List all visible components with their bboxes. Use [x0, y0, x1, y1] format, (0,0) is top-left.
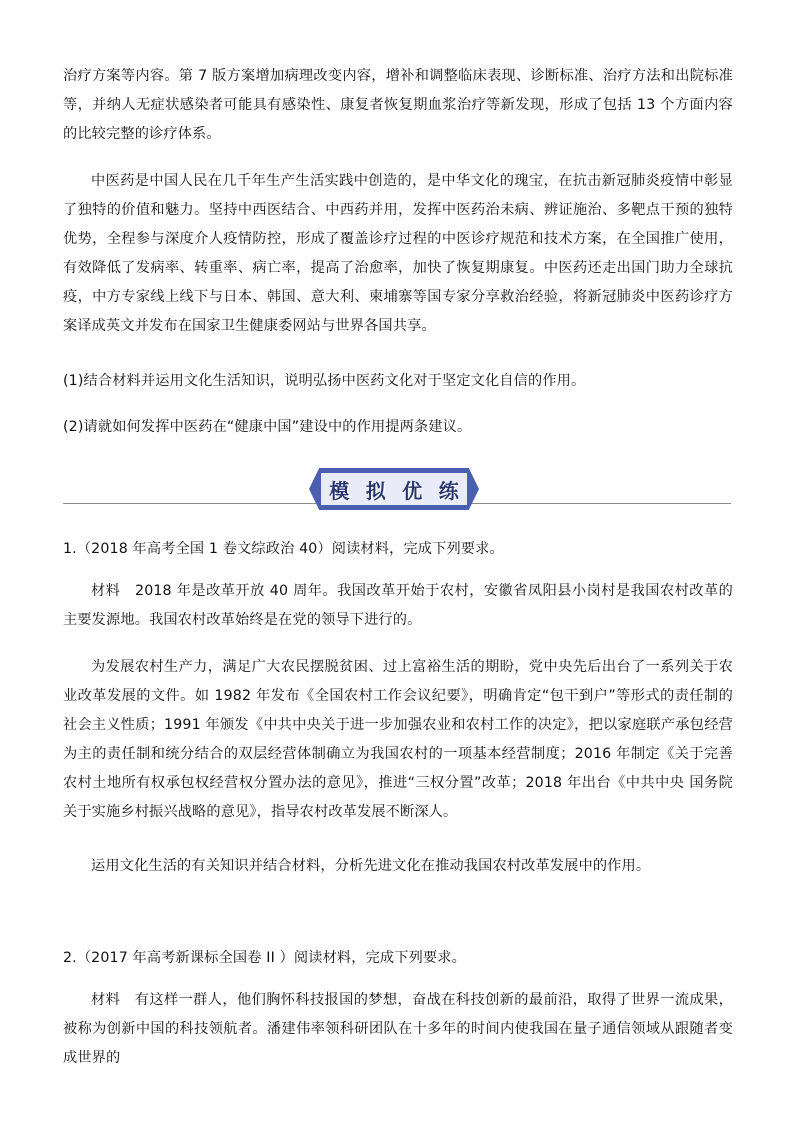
practice-item-1-task: 运用文化生活的有关知识并结合材料，分析先进文化在推动我国农村改革发展中的作用。: [91, 858, 651, 874]
paragraph-continuation: 治疗方案等内容。第 7 版方案增加病理改变内容，增补和调整临床表现、诊断标准、治疗方法和出院标准等，并纳人无症状感染者可能具有感染性、康复者恢复期血浆治疗等新发现，形成了包括 13 个方面内容的比较完整的诊疗体系。: [63, 68, 733, 142]
banner-char-4: 练: [438, 478, 459, 503]
banner-char-1: 模: [329, 478, 350, 503]
banner-char-3: 优: [402, 478, 423, 503]
question-2: (2)请就如何发挥中医药在“健康中国”建设中的作用提两条建议。: [63, 419, 472, 435]
practice-item-2-source: 2.（2017 年高考新课标全国卷 II ）阅读材料，完成下列要求。: [63, 950, 466, 966]
practice-item-2-material-1: 材料 有这样一群人，他们胸怀科技报国的梦想，奋战在科技创新的最前沿，取得了世界一流成果，被称为创新中国的科技领航者。潘建伟率领科研团队在十多年的时间内使我国在量子通信领域从跟随者变成世界的: [63, 992, 733, 1066]
practice-item-1-material-1: 材料 2018 年是改革开放 40 周年。我国改革开始于农村，安徽省凤阳县小岗村是我国农村改革的主要发源地。我国农村改革始终是在党的领导下进行的。: [63, 583, 733, 628]
banner-char-2: 拟: [365, 478, 386, 503]
question-1: (1)结合材料并运用文化生活知识，说明弘扬中医药文化对于坚定文化自信的作用。: [63, 373, 586, 389]
paragraph-tcm: 中医药是中国人民在几千年生产生活实践中创造的，是中华文化的瑰宝，在抗击新冠肺炎疫情中彰显了独特的价值和魅力。坚持中西医结合、中西药并用，发挥中医药治未病、辨证施治、多靶点干预的独特优势，全程参与深度介人疫情防控，形成了覆盖诊疗过程的中医诊疗规范和技术方案，在全国推广使用，有效降低了发病率、转重率、病亡率，提高了治愈率，加快了恢复期康复。中医药还走出国门助力全球抗疫，中方专家线上线下与日本、韩国、意大利、柬埔寨等国专家分享救治经验，将新冠肺炎中医药诊疗方案译成英文并发布在国家卫生健康委网站与世界各国共享。: [63, 173, 733, 334]
practice-item-1-source: 1.（2018 年高考全国 1 卷文综政治 40）阅读材料，完成下列要求。: [63, 541, 504, 557]
practice-item-1-material-2: 为发展农村生产力，满足广大农民摆脱贫困、过上富裕生活的期盼，党中央先后出台了一系列关于农业改革发展的文件。如 1982 年发布《全国农村工作会议纪要》，明确肯定“包干到户”等形式的责任制的社会主义性质；1991 年颁发《中共中央关于进一步加强农业和农村工作的决定》，把以家庭联产承包经营为主的责任制和统分结合的双层经营体制确立为我国农村的一项基本经营制度；2016 年制定《关于完善农村土地所有权承包权经营权分置办法的意见》，推进“三权分置”改革；2018 年出台《中共中央 国务院关于实施乡村振兴战略的意见》，指导农村改革发展不断深人。: [63, 659, 733, 820]
section-banner: [63, 468, 731, 512]
banner-title: [321, 473, 467, 505]
